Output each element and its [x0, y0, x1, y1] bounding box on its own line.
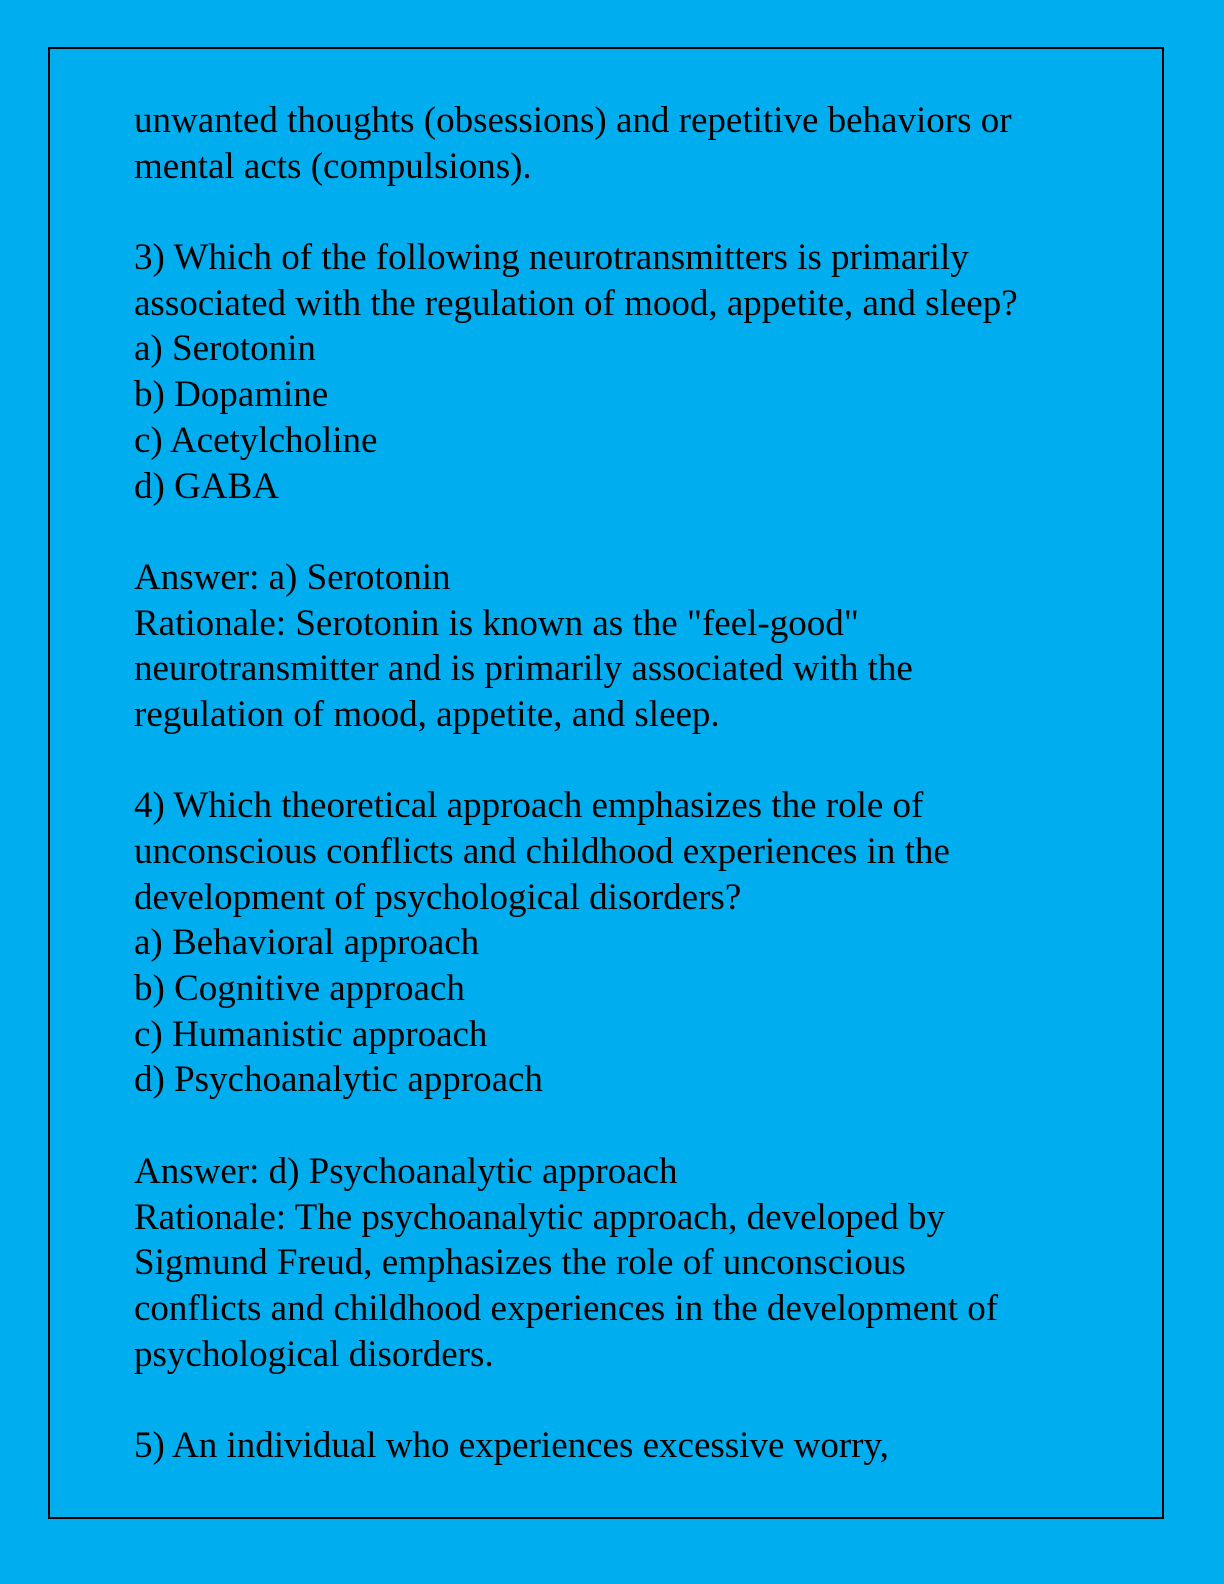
option-c: c) Humanistic approach [134, 1013, 488, 1055]
option-a: a) Behavioral approach [134, 922, 480, 964]
question-4 [134, 783, 1134, 1103]
question-3-stem [134, 235, 1134, 326]
text-line: unwanted thoughts (obsessions) and repetitive behaviors or [134, 100, 1012, 141]
question-4-stem [134, 783, 1134, 920]
option-a: a) Serotonin [134, 328, 316, 370]
document-text [134, 98, 1134, 1469]
text-line: mental acts (compulsions). [134, 145, 532, 187]
question-3 [134, 235, 1134, 509]
option-d: d) GABA [134, 465, 279, 507]
option-d: d) Psychoanalytic approach [134, 1059, 543, 1101]
rationale-line: Rationale: Serotonin is known as the "feel-good" [134, 602, 859, 644]
paragraph-gap [134, 189, 1134, 235]
option-b: b) Cognitive approach [134, 968, 465, 1010]
answer-line: Answer: a) Serotonin [134, 556, 451, 598]
question-line: 5) An individual who experiences excessive worry, [134, 1424, 889, 1466]
rationale-line: regulation of mood, appetite, and sleep. [134, 693, 720, 735]
paragraph-gap [134, 1377, 1134, 1423]
question-line: associated with the regulation of mood, appetite, and sleep? [134, 282, 1018, 324]
question-5 [134, 1423, 1134, 1469]
question-4-answer-block [134, 1149, 1134, 1377]
rationale-line: neurotransmitter and is primarily associated with the [134, 648, 913, 690]
question-line: development of psychological disorders? [134, 876, 742, 918]
rationale-line: Sigmund Freud, emphasizes the role of unconscious [134, 1242, 906, 1284]
paragraph-gap [134, 1103, 1134, 1149]
rationale-line: Rationale: The psychoanalytic approach, developed by [134, 1196, 945, 1238]
rationale-line: conflicts and childhood experiences in the development of [134, 1287, 999, 1329]
option-c: c) Acetylcholine [134, 419, 378, 461]
question-line: 3) Which of the following neurotransmitters is primarily [134, 237, 969, 279]
rationale-line: psychological disorders. [134, 1333, 494, 1375]
option-b: b) Dopamine [134, 374, 329, 416]
paragraph-gap [134, 509, 1134, 555]
question-3-answer-block [134, 555, 1134, 738]
question-4-options [134, 920, 1134, 1103]
answer-line: Answer: d) Psychoanalytic approach [134, 1150, 678, 1192]
question-3-options [134, 326, 1134, 509]
paragraph-gap [134, 738, 1134, 784]
question-line: 4) Which theoretical approach emphasizes the role of [134, 785, 924, 827]
question-line: unconscious conflicts and childhood experiences in the [134, 831, 950, 872]
intro-continuation [134, 98, 1134, 189]
